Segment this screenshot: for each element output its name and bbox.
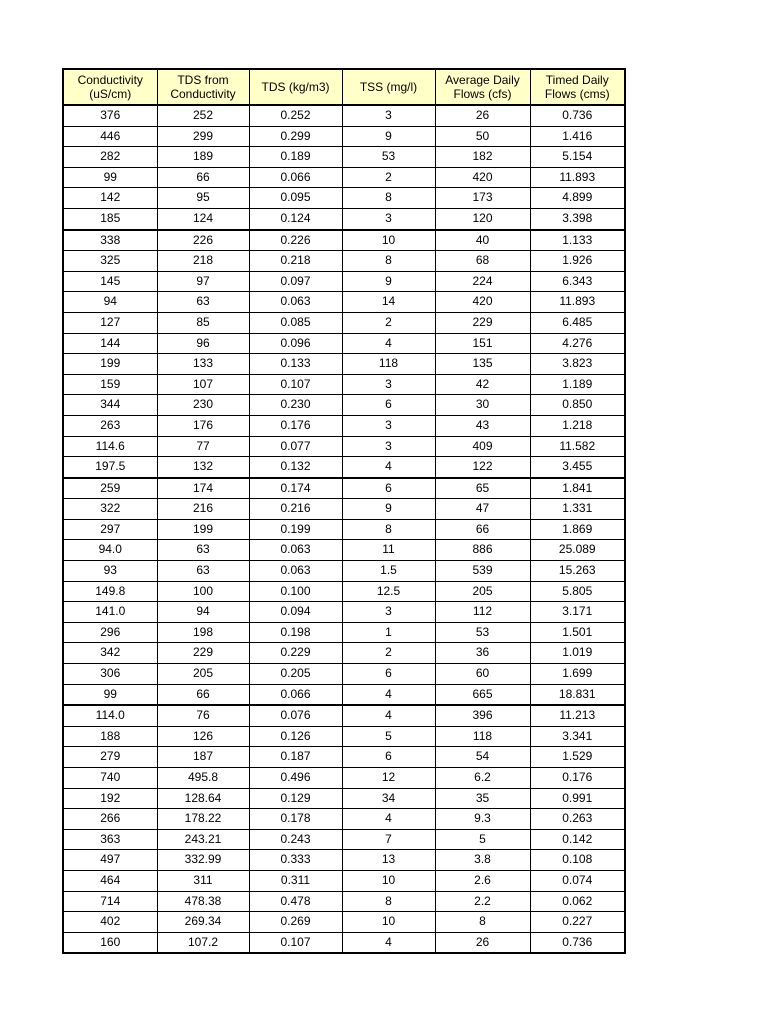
conductivity-cell: 402 [63,912,157,933]
tds-from-conductivity-cell: 126 [157,726,249,747]
tds-from-conductivity-cell: 66 [157,684,249,705]
conductivity-cell: 344 [63,395,157,416]
tss-cell: 2 [342,312,435,333]
tds-from-conductivity-cell: 107 [157,374,249,395]
tds-from-conductivity-cell: 96 [157,333,249,354]
tds-from-conductivity-cell: 97 [157,271,249,292]
table-row [63,126,625,147]
table-row [63,726,625,747]
tss-cell: 14 [342,292,435,313]
tss-cell: 10 [342,912,435,933]
tds-kg-m3-cell: 0.478 [249,891,342,912]
average-daily-flows-cell: 8 [435,912,530,933]
average-daily-flows-cell: 54 [435,747,530,768]
conductivity-cell: 322 [63,499,157,520]
average-daily-flows-cell: 26 [435,932,530,953]
average-daily-flows-cell: 112 [435,602,530,623]
table-row [63,850,625,871]
conductivity-cell: 297 [63,519,157,540]
table-row [63,374,625,395]
tss-cell: 3 [342,602,435,623]
average-daily-flows-cell: 26 [435,105,530,126]
timed-daily-flows-cell: 11.893 [530,167,625,188]
tds-kg-m3-cell: 0.243 [249,829,342,850]
average-daily-flows-cell: 65 [435,478,530,499]
conductivity-cell: 714 [63,891,157,912]
tss-cell: 11 [342,540,435,561]
tss-cell: 1.5 [342,561,435,582]
tds-from-conductivity-cell: 133 [157,354,249,375]
tds-kg-m3-cell: 0.198 [249,622,342,643]
tds-kg-m3-cell: 0.333 [249,850,342,871]
timed-daily-flows-cell: 11.893 [530,292,625,313]
tss-cell: 13 [342,850,435,871]
tds-from-conductivity-cell: 63 [157,540,249,561]
conductivity-cell: 282 [63,147,157,168]
tss-cell: 4 [342,684,435,705]
header-tds-from-conductivity: TDS from Conductivity [157,69,249,105]
average-daily-flows-cell: 420 [435,292,530,313]
average-daily-flows-cell: 53 [435,622,530,643]
timed-daily-flows-cell: 1.331 [530,499,625,520]
table-row [63,705,625,726]
tds-from-conductivity-cell: 63 [157,561,249,582]
average-daily-flows-cell: 66 [435,519,530,540]
table-row [63,436,625,457]
tds-kg-m3-cell: 0.229 [249,643,342,664]
timed-daily-flows-cell: 1.218 [530,415,625,436]
average-daily-flows-cell: 3.8 [435,850,530,871]
header-conductivity: Conductivity (uS/cm) [63,69,157,105]
conductivity-cell: 149.8 [63,581,157,602]
tds-kg-m3-cell: 0.216 [249,499,342,520]
tss-cell: 4 [342,457,435,478]
average-daily-flows-cell: 2.2 [435,891,530,912]
table-row [63,147,625,168]
timed-daily-flows-cell: 1.416 [530,126,625,147]
tds-kg-m3-cell: 0.095 [249,188,342,209]
table-row [63,809,625,830]
table-row [63,870,625,891]
conductivity-cell: 497 [63,850,157,871]
tss-cell: 53 [342,147,435,168]
timed-daily-flows-cell: 0.736 [530,932,625,953]
timed-daily-flows-cell: 0.142 [530,829,625,850]
tds-from-conductivity-cell: 218 [157,251,249,272]
tds-from-conductivity-cell: 95 [157,188,249,209]
tds-from-conductivity-cell: 299 [157,126,249,147]
header-tss: TSS (mg/l) [342,69,435,105]
tds-kg-m3-cell: 0.174 [249,478,342,499]
tss-cell: 3 [342,374,435,395]
timed-daily-flows-cell: 1.869 [530,519,625,540]
tds-kg-m3-cell: 0.096 [249,333,342,354]
timed-daily-flows-cell: 0.991 [530,788,625,809]
conductivity-cell: 279 [63,747,157,768]
tds-from-conductivity-cell: 124 [157,208,249,229]
table-row [63,602,625,623]
tds-from-conductivity-cell: 311 [157,870,249,891]
data-table [62,68,626,954]
table-row [63,932,625,953]
tss-cell: 7 [342,829,435,850]
tss-cell: 5 [342,726,435,747]
conductivity-cell: 296 [63,622,157,643]
table-body [63,105,625,953]
average-daily-flows-cell: 409 [435,436,530,457]
tds-kg-m3-cell: 0.066 [249,167,342,188]
timed-daily-flows-cell: 1.501 [530,622,625,643]
tds-from-conductivity-cell: 128.64 [157,788,249,809]
conductivity-cell: 99 [63,167,157,188]
tss-cell: 6 [342,395,435,416]
conductivity-cell: 446 [63,126,157,147]
tds-from-conductivity-cell: 66 [157,167,249,188]
average-daily-flows-cell: 224 [435,271,530,292]
table-row [63,105,625,126]
conductivity-cell: 338 [63,230,157,251]
tds-kg-m3-cell: 0.063 [249,540,342,561]
tss-cell: 1 [342,622,435,643]
tss-cell: 34 [342,788,435,809]
tds-from-conductivity-cell: 199 [157,519,249,540]
tss-cell: 4 [342,333,435,354]
tss-cell: 6 [342,478,435,499]
average-daily-flows-cell: 35 [435,788,530,809]
tds-kg-m3-cell: 0.187 [249,747,342,768]
timed-daily-flows-cell: 15.263 [530,561,625,582]
table-row [63,788,625,809]
conductivity-cell: 114.0 [63,705,157,726]
tds-from-conductivity-cell: 226 [157,230,249,251]
conductivity-cell: 93 [63,561,157,582]
timed-daily-flows-cell: 1.019 [530,643,625,664]
conductivity-cell: 114.6 [63,436,157,457]
tss-cell: 4 [342,705,435,726]
conductivity-cell: 199 [63,354,157,375]
average-daily-flows-cell: 205 [435,581,530,602]
table-row [63,271,625,292]
tds-kg-m3-cell: 0.496 [249,768,342,789]
average-daily-flows-cell: 118 [435,726,530,747]
tds-from-conductivity-cell: 495.8 [157,768,249,789]
table-row [63,643,625,664]
conductivity-cell: 192 [63,788,157,809]
table-row [63,251,625,272]
average-daily-flows-cell: 2.6 [435,870,530,891]
average-daily-flows-cell: 539 [435,561,530,582]
tds-kg-m3-cell: 0.097 [249,271,342,292]
conductivity-cell: 325 [63,251,157,272]
table-row [63,230,625,251]
table-row [63,891,625,912]
header-timed-daily-flows: Timed Daily Flows (cms) [530,69,625,105]
tds-kg-m3-cell: 0.085 [249,312,342,333]
tds-kg-m3-cell: 0.311 [249,870,342,891]
header-tds-kg-m3: TDS (kg/m3) [249,69,342,105]
timed-daily-flows-cell: 1.926 [530,251,625,272]
tss-cell: 3 [342,436,435,457]
conductivity-cell: 363 [63,829,157,850]
tss-cell: 8 [342,519,435,540]
tds-kg-m3-cell: 0.133 [249,354,342,375]
conductivity-cell: 127 [63,312,157,333]
conductivity-cell: 142 [63,188,157,209]
tss-cell: 12 [342,768,435,789]
timed-daily-flows-cell: 3.455 [530,457,625,478]
average-daily-flows-cell: 50 [435,126,530,147]
timed-daily-flows-cell: 1.529 [530,747,625,768]
tds-from-conductivity-cell: 178.22 [157,809,249,830]
table-row [63,540,625,561]
tds-from-conductivity-cell: 205 [157,664,249,685]
tss-cell: 3 [342,105,435,126]
table-row [63,519,625,540]
tds-from-conductivity-cell: 63 [157,292,249,313]
tds-kg-m3-cell: 0.218 [249,251,342,272]
tds-kg-m3-cell: 0.189 [249,147,342,168]
tds-kg-m3-cell: 0.178 [249,809,342,830]
table-row [63,457,625,478]
tds-kg-m3-cell: 0.199 [249,519,342,540]
timed-daily-flows-cell: 3.398 [530,208,625,229]
average-daily-flows-cell: 886 [435,540,530,561]
tss-cell: 3 [342,415,435,436]
table-row [63,333,625,354]
tds-from-conductivity-cell: 77 [157,436,249,457]
table-row [63,912,625,933]
average-daily-flows-cell: 151 [435,333,530,354]
header-average-daily-flows: Average Daily Flows (cfs) [435,69,530,105]
timed-daily-flows-cell: 1.841 [530,478,625,499]
timed-daily-flows-cell: 3.823 [530,354,625,375]
tss-cell: 10 [342,870,435,891]
timed-daily-flows-cell: 0.074 [530,870,625,891]
conductivity-cell: 259 [63,478,157,499]
timed-daily-flows-cell: 0.736 [530,105,625,126]
average-daily-flows-cell: 40 [435,230,530,251]
conductivity-cell: 94.0 [63,540,157,561]
tds-kg-m3-cell: 0.076 [249,705,342,726]
tds-kg-m3-cell: 0.063 [249,561,342,582]
tds-kg-m3-cell: 0.094 [249,602,342,623]
conductivity-cell: 266 [63,809,157,830]
table-row [63,664,625,685]
tds-kg-m3-cell: 0.226 [249,230,342,251]
tds-kg-m3-cell: 0.129 [249,788,342,809]
table-row [63,208,625,229]
tds-kg-m3-cell: 0.077 [249,436,342,457]
timed-daily-flows-cell: 0.108 [530,850,625,871]
conductivity-cell: 99 [63,684,157,705]
tds-from-conductivity-cell: 174 [157,478,249,499]
tds-kg-m3-cell: 0.132 [249,457,342,478]
average-daily-flows-cell: 30 [435,395,530,416]
tds-kg-m3-cell: 0.107 [249,374,342,395]
tss-cell: 8 [342,188,435,209]
average-daily-flows-cell: 420 [435,167,530,188]
tds-kg-m3-cell: 0.205 [249,664,342,685]
table-row [63,747,625,768]
tds-from-conductivity-cell: 189 [157,147,249,168]
tss-cell: 4 [342,932,435,953]
timed-daily-flows-cell: 0.062 [530,891,625,912]
tss-cell: 6 [342,664,435,685]
timed-daily-flows-cell: 6.343 [530,271,625,292]
timed-daily-flows-cell: 1.133 [530,230,625,251]
conductivity-cell: 188 [63,726,157,747]
conductivity-cell: 306 [63,664,157,685]
tss-cell: 9 [342,126,435,147]
tds-from-conductivity-cell: 243.21 [157,829,249,850]
timed-daily-flows-cell: 5.805 [530,581,625,602]
tds-kg-m3-cell: 0.269 [249,912,342,933]
timed-daily-flows-cell: 0.176 [530,768,625,789]
tds-from-conductivity-cell: 229 [157,643,249,664]
timed-daily-flows-cell: 18.831 [530,684,625,705]
tds-from-conductivity-cell: 132 [157,457,249,478]
tss-cell: 8 [342,251,435,272]
tds-kg-m3-cell: 0.126 [249,726,342,747]
tss-cell: 12.5 [342,581,435,602]
conductivity-cell: 144 [63,333,157,354]
tss-cell: 6 [342,747,435,768]
timed-daily-flows-cell: 0.850 [530,395,625,416]
average-daily-flows-cell: 47 [435,499,530,520]
tds-kg-m3-cell: 0.299 [249,126,342,147]
tds-from-conductivity-cell: 252 [157,105,249,126]
conductivity-cell: 94 [63,292,157,313]
conductivity-cell: 185 [63,208,157,229]
tss-cell: 9 [342,499,435,520]
table-row [63,354,625,375]
tds-from-conductivity-cell: 100 [157,581,249,602]
average-daily-flows-cell: 5 [435,829,530,850]
tss-cell: 2 [342,167,435,188]
timed-daily-flows-cell: 0.263 [530,809,625,830]
tds-kg-m3-cell: 0.066 [249,684,342,705]
table-row [63,478,625,499]
tss-cell: 8 [342,891,435,912]
table-row [63,561,625,582]
table-row [63,167,625,188]
tds-from-conductivity-cell: 176 [157,415,249,436]
tds-from-conductivity-cell: 76 [157,705,249,726]
tss-cell: 3 [342,208,435,229]
tds-kg-m3-cell: 0.230 [249,395,342,416]
average-daily-flows-cell: 68 [435,251,530,272]
average-daily-flows-cell: 122 [435,457,530,478]
conductivity-cell: 263 [63,415,157,436]
table-row [63,188,625,209]
timed-daily-flows-cell: 0.227 [530,912,625,933]
conductivity-cell: 342 [63,643,157,664]
average-daily-flows-cell: 9.3 [435,809,530,830]
table-row [63,292,625,313]
table-row [63,684,625,705]
average-daily-flows-cell: 173 [435,188,530,209]
table-row [63,581,625,602]
table-row [63,768,625,789]
average-daily-flows-cell: 396 [435,705,530,726]
timed-daily-flows-cell: 4.276 [530,333,625,354]
timed-daily-flows-cell: 11.582 [530,436,625,457]
table-row [63,312,625,333]
conductivity-cell: 160 [63,932,157,953]
header-row [63,69,625,105]
tss-cell: 10 [342,230,435,251]
table-row [63,622,625,643]
table-row [63,499,625,520]
table-row [63,415,625,436]
tds-from-conductivity-cell: 187 [157,747,249,768]
average-daily-flows-cell: 36 [435,643,530,664]
timed-daily-flows-cell: 5.154 [530,147,625,168]
average-daily-flows-cell: 120 [435,208,530,229]
tds-kg-m3-cell: 0.100 [249,581,342,602]
tds-kg-m3-cell: 0.124 [249,208,342,229]
tds-from-conductivity-cell: 332.99 [157,850,249,871]
average-daily-flows-cell: 43 [435,415,530,436]
timed-daily-flows-cell: 4.899 [530,188,625,209]
tds-from-conductivity-cell: 478.38 [157,891,249,912]
average-daily-flows-cell: 229 [435,312,530,333]
average-daily-flows-cell: 6.2 [435,768,530,789]
tds-from-conductivity-cell: 269.34 [157,912,249,933]
tss-cell: 4 [342,809,435,830]
tds-from-conductivity-cell: 216 [157,499,249,520]
timed-daily-flows-cell: 3.341 [530,726,625,747]
conductivity-cell: 376 [63,105,157,126]
tds-kg-m3-cell: 0.176 [249,415,342,436]
average-daily-flows-cell: 135 [435,354,530,375]
conductivity-cell: 141.0 [63,602,157,623]
average-daily-flows-cell: 182 [435,147,530,168]
average-daily-flows-cell: 665 [435,684,530,705]
table-row [63,395,625,416]
tds-from-conductivity-cell: 85 [157,312,249,333]
timed-daily-flows-cell: 1.189 [530,374,625,395]
conductivity-cell: 464 [63,870,157,891]
tds-from-conductivity-cell: 94 [157,602,249,623]
tds-from-conductivity-cell: 107.2 [157,932,249,953]
conductivity-cell: 159 [63,374,157,395]
average-daily-flows-cell: 60 [435,664,530,685]
table-row [63,829,625,850]
tss-cell: 118 [342,354,435,375]
conductivity-cell: 740 [63,768,157,789]
timed-daily-flows-cell: 1.699 [530,664,625,685]
tds-kg-m3-cell: 0.063 [249,292,342,313]
conductivity-cell: 197.5 [63,457,157,478]
timed-daily-flows-cell: 3.171 [530,602,625,623]
tds-kg-m3-cell: 0.107 [249,932,342,953]
timed-daily-flows-cell: 11.213 [530,705,625,726]
tds-from-conductivity-cell: 230 [157,395,249,416]
average-daily-flows-cell: 42 [435,374,530,395]
tss-cell: 9 [342,271,435,292]
conductivity-cell: 145 [63,271,157,292]
tds-from-conductivity-cell: 198 [157,622,249,643]
timed-daily-flows-cell: 6.485 [530,312,625,333]
tds-kg-m3-cell: 0.252 [249,105,342,126]
tss-cell: 2 [342,643,435,664]
timed-daily-flows-cell: 25.089 [530,540,625,561]
